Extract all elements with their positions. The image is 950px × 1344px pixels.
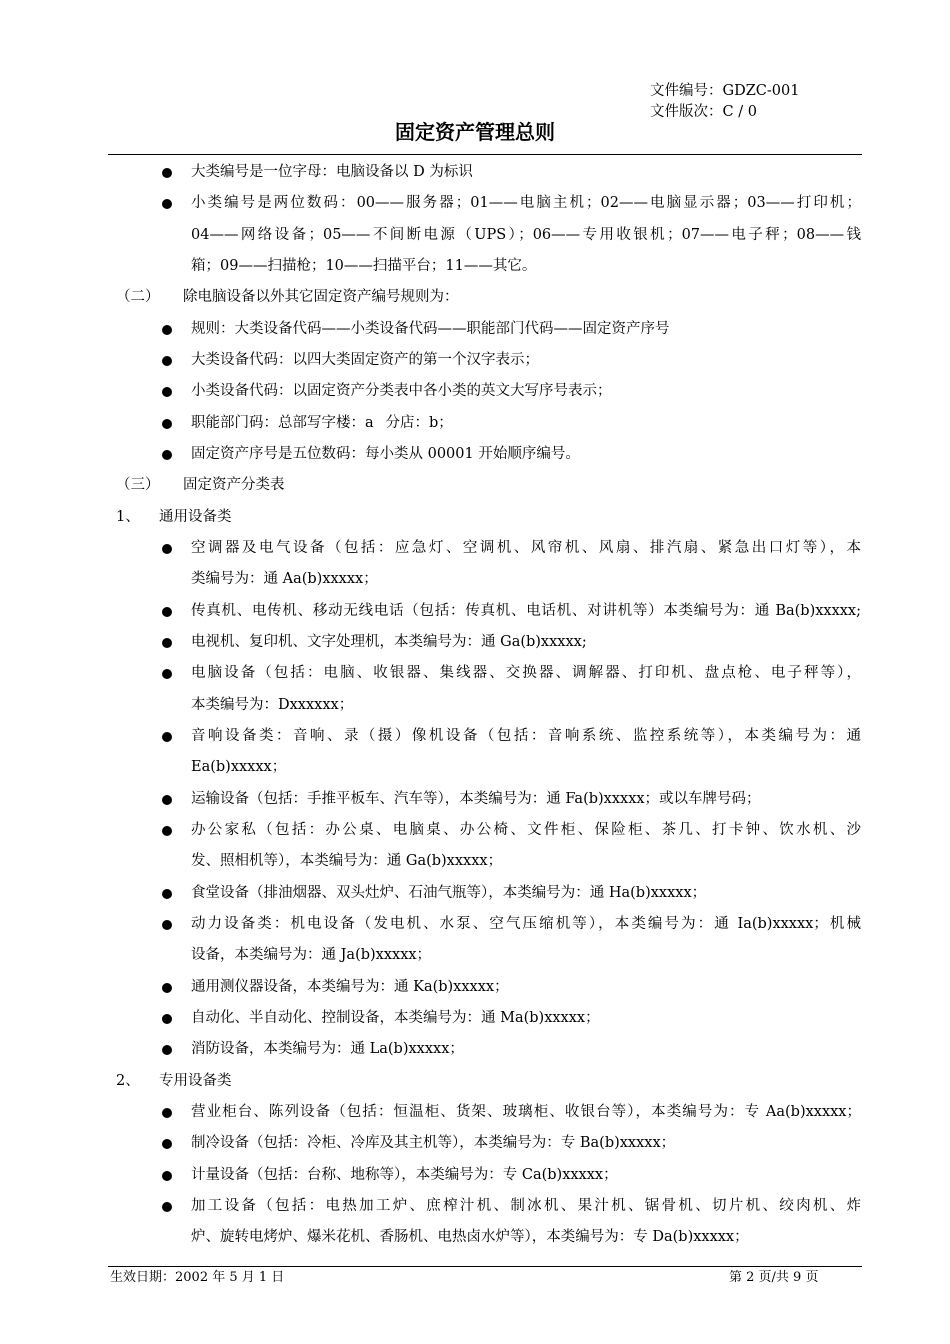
bullet-text: 消防设备，本类编号为：通 La(b)xxxxx； [191, 1041, 464, 1058]
continuation-text: 箱；09——扫描枪；10——扫描平台；11——其它。 [191, 257, 537, 274]
continuation-text: 炉、旋转电烤炉、爆米花机、香肠机、电热卤水炉等），本类编号为：专 Da(b)xxxxx； [191, 1229, 749, 1246]
text-line [0, 470, 950, 501]
section-number: 2、 [116, 1072, 140, 1089]
text-line [0, 690, 950, 721]
text-line [0, 878, 950, 909]
continuation-text: 本类编号为：Dxxxxxx； [191, 696, 354, 713]
page-number: 第 2 页/共 9 页 [729, 1270, 819, 1285]
bullet-icon [162, 889, 172, 899]
text-line [0, 1034, 950, 1065]
bullet-icon [162, 732, 172, 742]
bullet-icon [162, 669, 172, 679]
bullet-text: 加工设备（包括：电热加工炉、庶榨汁机、制冰机、果汁机、锯骨机、切片机、绞肉机、炸 [191, 1197, 861, 1214]
text-line [0, 345, 950, 376]
text-line [0, 314, 950, 345]
section-heading: 专用设备类 [159, 1072, 232, 1089]
bullet-text: 运输设备（包括：手推平板车、汽车等），本类编号为：通 Fa(b)xxxxx；或以车牌号码； [191, 790, 761, 807]
text-line [0, 1191, 950, 1222]
bullet-text: 大类设备代码：以四大类固定资产的第一个汉字表示； [191, 351, 539, 368]
bullet-text: 制冷设备（包括：冷柜、冷库及其主机等），本类编号为：专 Ba(b)xxxxx； [191, 1135, 676, 1152]
text-line [0, 972, 950, 1003]
text-line [0, 784, 950, 815]
bullet-text: 计量设备（包括：台称、地称等），本类编号为：专 Ca(b)xxxxx； [191, 1166, 618, 1183]
bullet-text: 小类设备代码：以固定资产分类表中各小类的英文大写序号表示； [191, 383, 612, 400]
text-line [0, 220, 950, 251]
text-line [0, 658, 950, 689]
text-line [0, 439, 950, 470]
text-line [0, 909, 950, 940]
bullet-icon [162, 1014, 172, 1024]
continuation-text: Ea(b)xxxxx； [191, 759, 287, 776]
section-heading: 固定资产分类表 [183, 477, 285, 494]
text-line [0, 564, 950, 595]
text-line [0, 282, 950, 313]
bullet-icon [162, 983, 172, 993]
text-line [0, 815, 950, 846]
bullet-icon [162, 1171, 172, 1181]
footer-rule [108, 1266, 862, 1267]
bullet-text: 规则：大类设备代码——小类设备代码——职能部门代码——固定资产序号 [191, 320, 670, 337]
text-line [0, 1128, 950, 1159]
header-rule [108, 154, 862, 155]
bullet-icon [162, 544, 172, 554]
bullet-text: 通用测仪器设备，本类编号为：通 Ka(b)xxxxx； [191, 978, 509, 995]
section-number: 1、 [116, 508, 140, 525]
bullet-icon [162, 168, 172, 178]
bullet-text: 自动化、半自动化、控制设备，本类编号为：通 Ma(b)xxxxx； [191, 1009, 600, 1026]
text-line [0, 251, 950, 282]
bullet-text: 营业柜台、陈列设备（包括：恒温柜、货架、玻璃柜、收银台等），本类编号为：专 Aa(b)xxxxx； [191, 1103, 861, 1120]
bullet-text: 传真机、电传机、移动无线电话（包括：传真机、电话机、对讲机等）本类编号为：通 Ba(b)xxxxx; [191, 602, 861, 619]
text-line [0, 1097, 950, 1128]
bullet-icon [162, 356, 172, 366]
text-line [0, 1222, 950, 1253]
bullet-icon [162, 387, 172, 397]
bullet-icon [162, 607, 172, 617]
text-line [0, 533, 950, 564]
file-number: 文件编号：GDZC-001 [650, 83, 800, 99]
bullet-text: 音响设备类：音响、录（摄）像机设备（包括：音响系统、监控系统等），本类编号为：通 [191, 727, 861, 744]
bullet-text: 小类编号是两位数码：00——服务器；01——电脑主机；02——电脑显示器；03——打印机； [191, 195, 861, 212]
bullet-text: 办公家私（包括：办公桌、电脑桌、办公椅、文件柜、保险柜、茶几、打卡钟、饮水机、沙 [191, 821, 861, 838]
bullet-icon [162, 1139, 172, 1149]
file-version: 文件版次：C / 0 [650, 104, 757, 120]
bullet-icon [162, 325, 172, 335]
text-line [0, 1003, 950, 1034]
bullet-icon [162, 419, 172, 429]
continuation-text: 04——网络设备；05——不间断电源（UPS）；06——专用收银机；07——电子秤；08——钱 [191, 226, 861, 243]
text-line [0, 940, 950, 971]
text-line [0, 502, 950, 533]
text-line [0, 721, 950, 752]
document-body [0, 157, 950, 1253]
bullet-text: 职能部门码：总部写字楼：a 分店：b； [191, 414, 453, 431]
bullet-icon [162, 1045, 172, 1055]
text-line [0, 188, 950, 219]
bullet-icon [162, 450, 172, 460]
text-line [0, 408, 950, 439]
bullet-icon [162, 795, 172, 805]
bullet-icon [162, 1108, 172, 1118]
bullet-text: 固定资产序号是五位数码：每小类从 00001 开始顺序编号。 [191, 445, 580, 462]
bullet-text: 电视机、复印机、文字处理机，本类编号为：通 Ga(b)xxxxx; [191, 633, 587, 650]
bullet-icon [162, 826, 172, 836]
bullet-icon [162, 1202, 172, 1212]
text-line [0, 157, 950, 188]
section-number: （三） [116, 477, 160, 494]
continuation-text: 类编号为：通 Aa(b)xxxxx； [191, 571, 378, 588]
page-title: 固定资产管理总则 [395, 120, 555, 144]
text-line [0, 596, 950, 627]
text-line [0, 846, 950, 877]
effective-date: 生效日期：2002 年 5 月 1 日 [110, 1270, 285, 1285]
bullet-text: 食堂设备（排油烟器、双头灶炉、石油气瓶等），本类编号为：通 Ha(b)xxxxx； [191, 884, 707, 901]
bullet-text: 电脑设备（包括：电脑、收银器、集线器、交换器、调解器、打印机、盘点枪、电子秤等）， [191, 665, 861, 682]
text-line [0, 1160, 950, 1191]
text-line [0, 752, 950, 783]
text-line [0, 376, 950, 407]
text-line [0, 627, 950, 658]
section-heading: 通用设备类 [159, 508, 232, 525]
bullet-icon [162, 920, 172, 930]
bullet-icon [162, 638, 172, 648]
section-number: （二） [116, 289, 160, 306]
bullet-text: 空调器及电气设备（包括：应急灯、空调机、风帘机、风扇、排汽扇、紧急出口灯等），本 [191, 539, 861, 556]
text-line [0, 1066, 950, 1097]
bullet-icon [162, 199, 172, 209]
continuation-text: 发、照相机等），本类编号为：通 Ga(b)xxxxx； [191, 853, 503, 870]
bullet-text: 动力设备类：机电设备（发电机、水泵、空气压缩机等），本类编号为：通 Ia(b)xxxxx；机械 [191, 915, 861, 932]
section-heading: 除电脑设备以外其它固定资产编号规则为： [183, 289, 459, 306]
continuation-text: 设备，本类编号为：通 Ja(b)xxxxx； [191, 947, 432, 964]
bullet-text: 大类编号是一位字母：电脑设备以 D 为标识 [191, 164, 473, 180]
